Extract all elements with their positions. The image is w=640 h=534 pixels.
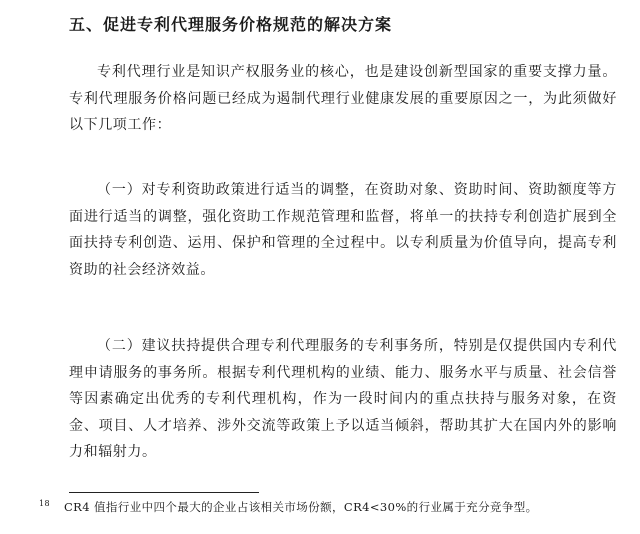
paragraph-item-1: （一）对专利资助政策进行适当的调整，在资助对象、资助时间、资助额度等方面进行适当的调整，强化资助工作规范管理和监督，将单一的扶持专利创造扩展到全面扶持专利创造、运用、保护和管理的全过程中。以专利质量为价值导向，提高专利资助的社会经济效益。: [69, 182, 617, 278]
footnote-number: 18: [39, 499, 50, 508]
paragraph-intro: 专利代理行业是知识产权服务业的核心，也是建设创新型国家的重要支撑力量。专利代理服务价格问题已经成为遏制代理行业健康发展的重要原因之一，为此须做好以下几项工作：: [69, 64, 617, 134]
section-heading: 五、促进专利代理服务价格规范的解决方案: [69, 15, 393, 34]
footnote-text: CR4 值指行业中四个最大的企业占该相关市场份额，CR4<30%的行业属于充分竞争型。: [63, 500, 538, 514]
paragraph-item-2: （二）建议扶持提供合理专利代理服务的专利事务所，特别是仅提供国内专利代理申请服务的事务所。根据专利代理机构的业绩、能力、服务水平与质量、社会信誉等因素确定出优秀的专利代理机构，作为一段时间内的重点扶持与服务对象，在资金、项目、人才培养、涉外交流等政策上予以适当倾斜，帮助其扩大在国内外的影响力和辐射力。: [69, 338, 617, 461]
footnote-divider: [69, 492, 259, 493]
footnote: [39, 499, 538, 515]
